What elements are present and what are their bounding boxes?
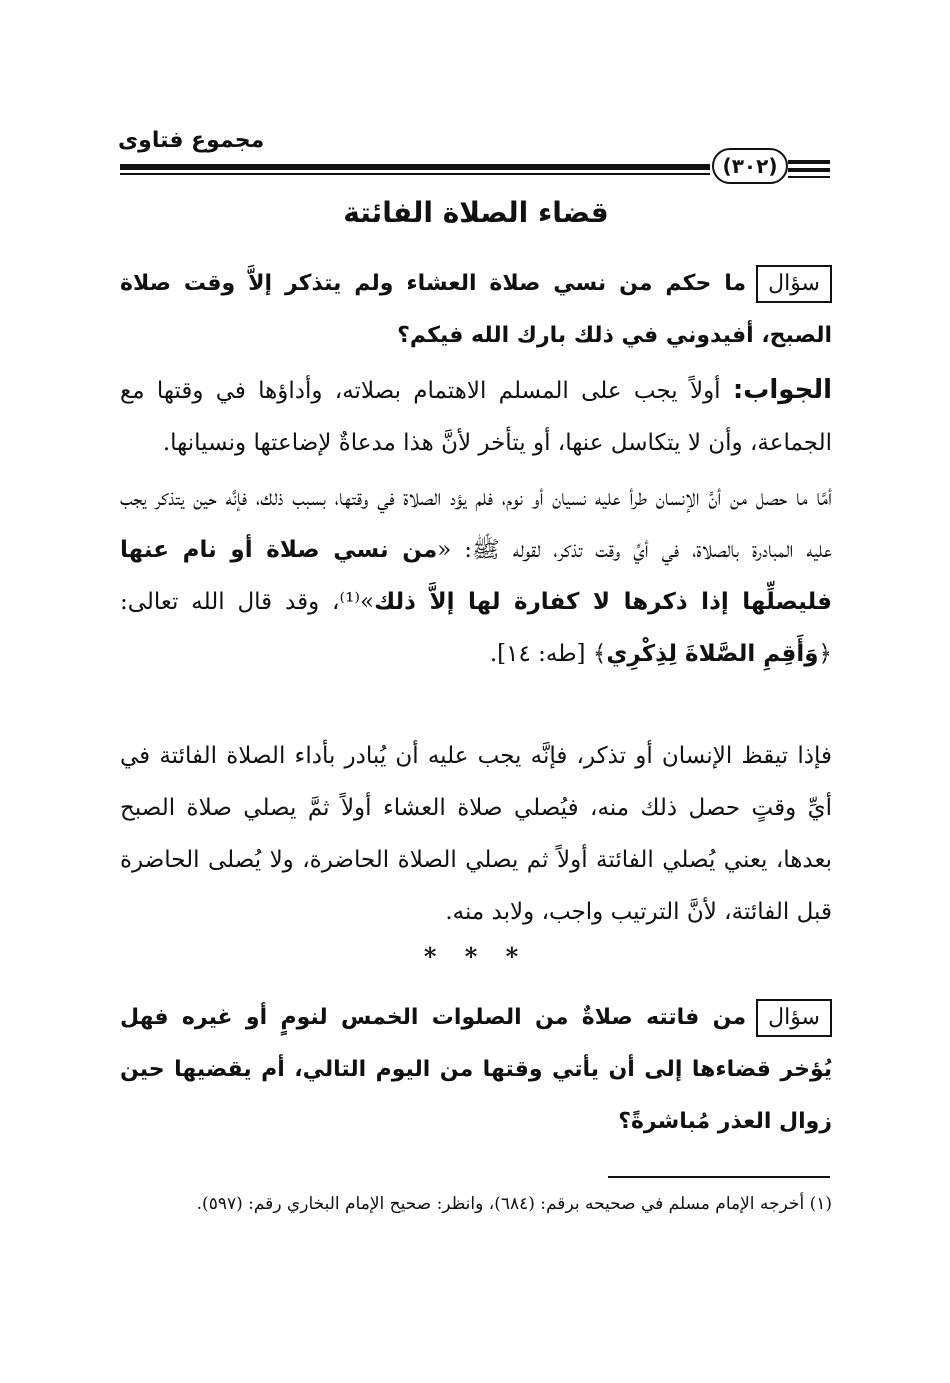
question-text: من فاتته صلاةٌ من الصلوات الخمس لنومٍ أو غيره فهل يُؤخر قضاءها إلى أن يأتي وقتها من اليوم التالي، أم يقضيها حين زوال العذر مُباشرةً؟ (120, 1005, 832, 1134)
question-label: سؤال (756, 999, 832, 1037)
header-rule-right (788, 176, 830, 178)
header-rule-thin (120, 173, 710, 175)
footnote: (١) أخرجه الإمام مسلم في صحيحه برقم: (٦٨٤)، وانظر: صحيح الإمام البخاري رقم: (٥٩٧). (196, 1194, 832, 1214)
section-title: قضاء الصلاة الفائتة (343, 196, 609, 229)
page-number: (٣٠٢) (712, 148, 788, 184)
question-text: ما حكم من نسي صلاة العشاء ولم يتذكر إلاَّ وقت صلاة الصبح، أفيدوني في ذلك بارك الله فيكم؟ (120, 271, 832, 348)
answer-text: أولاً يجب على المسلم الاهتمام بصلاته، وأداؤها في وقتها مع الجماعة، وأن لا يتكاسل عنها، أو يتأخر لأنَّ هذا مدعاةٌ لإضاعتها ونسيانها. (120, 378, 832, 456)
question-label: سؤال (756, 265, 832, 303)
question-2 (120, 992, 832, 1148)
answer-text: »⁽¹⁾، وقد قال الله تعالى: ﴿ (120, 589, 832, 667)
answer-text: ﴾ [طه: ١٤]. (489, 641, 607, 667)
header-rule-right (788, 168, 830, 172)
header-rule-right (788, 160, 830, 164)
answer-paragraph-1 (120, 364, 832, 469)
hadith-text: من نسي صلاة أو نام عنها فليصلِّها إذا ذكرها لا كفارة لها إلاَّ ذلك (120, 537, 832, 615)
question-1 (120, 258, 832, 362)
answer-text: فإذا تيقظ الإنسان أو تذكر، فإنَّه يجب عليه أن يُبادر بأداء الصلاة الفائتة في أيِّ وقتٍ حصل ذلك منه، فيُصلي صلاة العشاء أولاً ثمَّ يصلي صلاة الصبح بعدها، يعني يُصلي الفائتة أولاً ثم يصلي الصلاة الحاضرة، ولا يُصلى الحاضرة قبل الفائتة، لأنَّ الترتيب واجب، ولابد منه. (120, 743, 832, 925)
answer-text: أمَّا ما حصل من أنَّ الإنسان طرأ عليه نسيان أو نوم، فلم يؤد الصلاة في وقتها، بسبب ذلك، فإنَّه حين يتذكر يجب عليه المبادرة بالصلاة، في أيِّ وقت تذكر، لقوله ﷺ: « (120, 485, 833, 563)
header-rule (120, 164, 710, 170)
answer-paragraph-2 (120, 472, 832, 680)
verse-text: وَأَقِمِ الصَّلاةَ لِذِكْرِي (606, 641, 819, 667)
section-separator: * * * (423, 942, 529, 971)
answer-label: الجواب: (732, 375, 832, 405)
answer-paragraph-3 (120, 730, 832, 938)
book-title: مجموع فتاوى (118, 128, 265, 153)
footnote-rule (608, 1176, 830, 1178)
